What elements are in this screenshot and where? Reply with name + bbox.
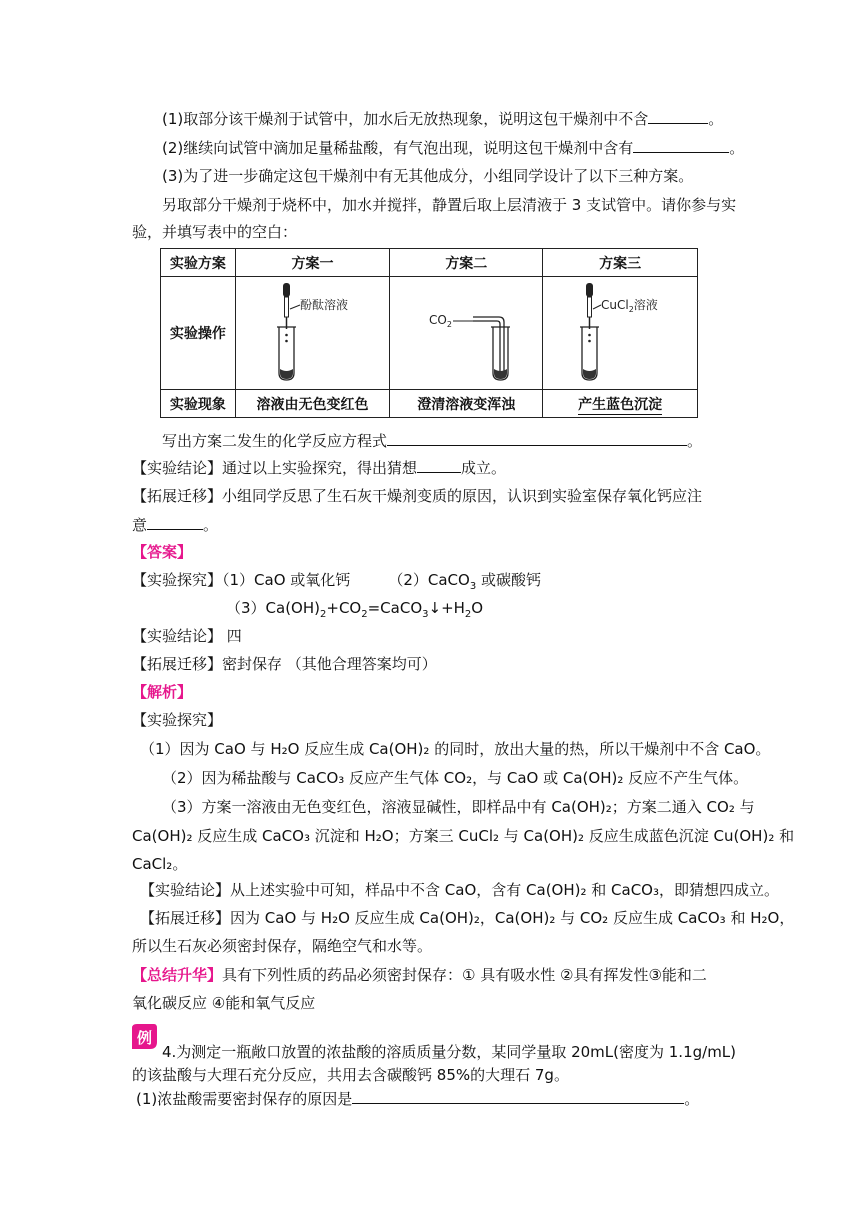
answer-blank[interactable] <box>648 107 708 124</box>
table-header-cell: 方案三 <box>543 249 698 277</box>
summary: 【总结升华】具有下列性质的药品必须密封保存：① 具有吸水性 ②具有挥发性③能和二 <box>132 966 707 984</box>
analysis-heading: 【解析】 <box>132 683 193 701</box>
analysis-line-3b: Ca(OH)₂ 反应生成 CaCO₃ 沉淀和 H₂O；方案三 CuCl₂ 与 Ca(OH)₂ 反应生成蓝色沉淀 Cu(OH)₂ 和 <box>132 827 795 845</box>
analysis-conclusion: 【实验结论】从上述实验中可知，样品中不含 CaO，含有 Ca(OH)₂ 和 CaCO₃，即猜想四成立。 <box>140 881 779 899</box>
dropper-tube-figure <box>238 277 388 389</box>
answer-line-extension: 【拓展迁移】密封保存 （其他合理答案均可） <box>132 655 437 673</box>
conclusion-question: 【实验结论】通过以上实验探究，得出猜想 成立。 <box>132 456 506 479</box>
question-1-text: (1)取部分该干燥剂于试管中，加水后无放热现象，说明这包干燥剂中不含 <box>162 110 649 128</box>
analysis-extension-line-2: 所以生石灰必须密封保存，隔绝空气和水等。 <box>132 937 433 955</box>
figure-scheme-3 <box>543 277 698 390</box>
intro-line-1: 另取部分干燥剂于烧杯中，加水并搅拌，静置后取上层清液于 3 支试管中。请你参与实 <box>162 196 737 214</box>
experiment-table <box>160 248 698 418</box>
answer-line-conclusion: 【实验结论】 四 <box>132 627 242 645</box>
question-1: (1)取部分该干燥剂于试管中，加水后无放热现象，说明这包干燥剂中不含 。 <box>162 107 723 130</box>
answer-blank[interactable] <box>147 513 203 530</box>
table-header-cell: 方案一 <box>235 249 390 277</box>
phenomenon-cell: 澄清溶液变浑浊 <box>390 390 543 418</box>
intro-line-2: 验，并填写表中的空白： <box>132 223 298 241</box>
analysis-extension: 【拓展迁移】因为 CaO 与 H₂O 反应生成 Ca(OH)₂，Ca(OH)₂ 与 CO₂ 反应生成 CaCO₃ 和 H₂O， <box>140 909 795 927</box>
summary-line-2: 氧化碳反应 ④能和氧气反应 <box>132 994 316 1012</box>
fig1-label: 酚酞溶液 <box>299 298 348 312</box>
extension-question-line-2: 意 。 <box>132 513 218 536</box>
row-label-operation: 实验操作 <box>161 277 236 390</box>
extension-question: 【拓展迁移】小组同学反思了生石灰干燥剂变质的原因，认识到实验室保存氧化钙应注 <box>132 487 703 505</box>
answer-blank[interactable] <box>352 1087 684 1104</box>
svg-text:例: 例 <box>137 1029 153 1047</box>
example-4-line-2: 的该盐酸与大理石充分反应，共用去含碳酸钙 85%的大理石 7g。 <box>132 1066 569 1084</box>
analysis-subheading: 【实验探究】 <box>132 711 223 729</box>
example-4-line-1: 4.为测定一瓶敞口放置的浓盐酸的溶质质量分数，某同学量取 20mL(密度为 1.1g/mL) <box>162 1043 737 1061</box>
dropper-tube-figure <box>545 277 695 389</box>
question-2-text: (2)继续向试管中滴加足量稀盐酸，有气泡出现，说明这包干燥剂中含有 <box>162 139 634 157</box>
answer-blank[interactable] <box>387 429 687 446</box>
fig3-label: CuCl$_2$溶液 <box>601 298 658 314</box>
gas-tube-figure <box>391 277 541 389</box>
table-header-cell: 方案二 <box>390 249 543 277</box>
analysis-line-3a: （3）方案一溶液由无色变红色，溶液显碱性，即样品中有 Ca(OH)₂；方案二通入 CO₂ 与 <box>162 798 755 816</box>
analysis-line-3c: CaCl₂。 <box>132 855 188 873</box>
example-badge-icon <box>128 1022 158 1052</box>
row-label-phenomenon: 实验现象 <box>161 390 236 418</box>
analysis-line-1: （1）因为 CaO 与 H₂O 反应生成 Ca(OH)₂ 的同时，放出大量的热，所以干燥剂中不含 CaO。 <box>140 740 771 758</box>
answer-blank[interactable] <box>417 456 461 473</box>
phenomenon-cell: 产生蓝色沉淀 <box>543 390 698 418</box>
answer-blank[interactable] <box>633 136 729 153</box>
table-header-cell: 实验方案 <box>161 249 236 277</box>
answer-line-equation: $(3)Ca(OH)_2+CO_2=CaCO_3↓+H_2O$ <box>226 599 484 620</box>
analysis-line-2: （2）因为稀盐酸与 CaCO₃ 反应产生气体 CO₂，与 CaO 或 Ca(OH)₂ 反应不产生气体。 <box>162 769 749 787</box>
question-3: (3)为了进一步确定这包干燥剂中有无其他成分，小组同学设计了以下三种方案。 <box>162 167 694 185</box>
figure-scheme-1 <box>235 277 390 390</box>
fig2-label: $CO_2$ <box>429 313 453 329</box>
answer-line-1: 【实验探究】（1）CaO 或氧化钙 （2）CaCO$_3$ 或碳酸钙 <box>132 571 541 592</box>
phenomenon-cell: 溶液由无色变红色 <box>235 390 390 418</box>
question-2: (2)继续向试管中滴加足量稀盐酸，有气泡出现，说明这包干燥剂中含有 。 <box>162 136 744 159</box>
write-equation-prompt: 写出方案二发生的化学反应方程式 。 <box>162 429 702 452</box>
example-4-question-1: (1)浓盐酸需要密封保存的原因是 。 <box>136 1087 699 1110</box>
figure-scheme-2 <box>390 277 543 390</box>
answer-heading: 【答案】 <box>132 543 193 561</box>
